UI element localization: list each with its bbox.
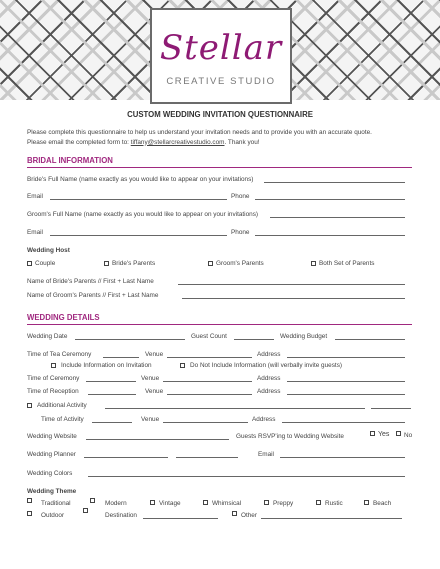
additional-activity-checkbox[interactable] (27, 403, 32, 408)
intro-line-1: Please complete this questionnaire to help us understand your invitation needs and to provide you with an accurate quote. (27, 129, 372, 136)
intro-line-2-post: . Thank you! (224, 138, 260, 146)
host-brides-parents-checkbox[interactable] (104, 261, 109, 266)
theme-rustic-checkbox[interactable] (316, 500, 321, 505)
tea-ceremony-time-label: Time of Tea Ceremony (27, 351, 92, 358)
theme-traditional-checkbox[interactable] (27, 498, 32, 503)
section-divider (27, 167, 412, 168)
theme-beach-label: Beach (373, 500, 392, 507)
section-wedding-details: WEDDING DETAILS (27, 313, 100, 322)
wedding-date-field[interactable] (75, 339, 185, 340)
brides-name-label: Bride's Full Name (name exactly as you would like to appear on your invitations) (27, 176, 254, 183)
ceremony-time-label: Time of Ceremony (27, 375, 80, 382)
planner-label: Wedding Planner (27, 451, 76, 458)
theme-outdoor-checkbox[interactable] (27, 511, 32, 516)
tea-venue-label: Venue (145, 351, 164, 358)
colors-label: Wedding Colors (27, 470, 73, 477)
host-couple-label: Couple (35, 260, 56, 267)
ceremony-address-field[interactable] (287, 381, 405, 382)
additional-activity-label: Additional Activity (37, 402, 87, 409)
theme-whimsical-label: Whimsical (212, 500, 242, 507)
host-both-parents-label: Both Set of Parents (319, 260, 375, 267)
groom-email-field[interactable] (50, 235, 227, 236)
page-title: CUSTOM WEDDING INVITATION QUESTIONNAIRE (127, 110, 313, 119)
destination-field[interactable] (143, 518, 218, 519)
rsvp-no-label: No (404, 432, 413, 439)
other-field[interactable] (261, 518, 402, 519)
theme-beach-checkbox[interactable] (364, 500, 369, 505)
theme-other-checkbox[interactable] (232, 511, 237, 516)
activity-address-field[interactable] (282, 422, 405, 423)
do-not-include-label: Do Not Include Information (will verbally invite guests) (190, 362, 343, 369)
intro-line-2 (27, 138, 422, 148)
theme-modern-label: Modern (105, 500, 127, 507)
host-grooms-parents-label: Groom's Parents (216, 260, 264, 267)
rsvp-label: Guests RSVP'ing to Wedding Website (236, 433, 344, 440)
theme-vintage-checkbox[interactable] (150, 500, 155, 505)
intro-text (27, 128, 422, 147)
wedding-theme-heading: Wedding Theme (27, 488, 77, 495)
wedding-host-heading: Wedding Host (27, 247, 70, 254)
planner-email-field[interactable] (280, 457, 405, 458)
theme-traditional-label: Traditional (41, 500, 71, 507)
ceremony-venue-field[interactable] (163, 381, 252, 382)
host-both-parents-checkbox[interactable] (311, 261, 316, 266)
brides-name-field[interactable] (264, 182, 405, 183)
planner-field[interactable] (84, 457, 168, 458)
tea-ceremony-time-field[interactable] (103, 357, 139, 358)
website-field[interactable] (86, 439, 229, 440)
grooms-parents-label: Name of Groom's Parents // First + Last Name (27, 292, 159, 299)
theme-modern-checkbox[interactable] (90, 498, 95, 503)
theme-other-label: Other (241, 512, 257, 519)
ceremony-venue-label: Venue (141, 375, 160, 382)
include-info-label: Include Information on Invitation (61, 362, 152, 369)
activity-venue-label: Venue (141, 416, 160, 423)
bride-email-label: Email (27, 193, 43, 200)
wedding-budget-label: Wedding Budget (280, 333, 328, 340)
brides-parents-label: Name of Bride's Parents // First + Last Name (27, 278, 154, 285)
reception-time-field[interactable] (88, 394, 136, 395)
include-info-checkbox[interactable] (51, 363, 56, 368)
additional-activity-extra-field[interactable] (371, 408, 411, 409)
grooms-parents-field[interactable] (182, 298, 405, 299)
guest-count-label: Guest Count (191, 333, 227, 340)
reception-venue-label: Venue (145, 388, 164, 395)
intro-line-2-pre: Please email the completed form to: (27, 138, 129, 146)
contact-email-link[interactable]: tiffany@stellarcreativestudio.com (130, 138, 225, 146)
reception-venue-field[interactable] (167, 394, 252, 395)
section-bridal-information: BRIDAL INFORMATION (27, 156, 113, 165)
activity-time-field[interactable] (92, 422, 132, 423)
ceremony-time-field[interactable] (86, 381, 136, 382)
theme-preppy-label: Preppy (273, 500, 294, 507)
website-label: Wedding Website (27, 433, 77, 440)
colors-field[interactable] (88, 476, 405, 477)
groom-phone-field[interactable] (255, 235, 405, 236)
activity-venue-field[interactable] (163, 422, 248, 423)
wedding-date-label: Wedding Date (27, 333, 68, 340)
logo-script: Stellar (159, 28, 283, 68)
activity-address-label: Address (252, 416, 276, 423)
brides-parents-field[interactable] (178, 284, 405, 285)
reception-address-label: Address (257, 388, 281, 395)
grooms-name-field[interactable] (270, 217, 405, 218)
grooms-name-label: Groom's Full Name (name exactly as you would like to appear on your invitations) (27, 211, 259, 218)
theme-vintage-label: Vintage (159, 500, 181, 507)
rsvp-yes-label: Yes (378, 431, 390, 438)
logo (150, 8, 292, 104)
tea-address-label: Address (257, 351, 281, 358)
theme-destination-checkbox[interactable] (83, 508, 88, 513)
tea-venue-field[interactable] (167, 357, 252, 358)
do-not-include-checkbox[interactable] (180, 363, 185, 368)
groom-email-label: Email (27, 229, 43, 236)
additional-activity-field[interactable] (105, 408, 365, 409)
reception-time-label: Time of Reception (27, 388, 79, 395)
tea-address-field[interactable] (287, 357, 405, 358)
section-divider (27, 324, 412, 325)
host-brides-parents-label: Bride's Parents (112, 260, 156, 267)
planner-extra-field[interactable] (176, 457, 238, 458)
theme-preppy-checkbox[interactable] (264, 500, 269, 505)
planner-email-label: Email (258, 451, 274, 458)
host-couple-checkbox[interactable] (27, 261, 32, 266)
wedding-budget-field[interactable] (335, 339, 405, 340)
rsvp-yes-checkbox[interactable] (370, 431, 375, 436)
reception-address-field[interactable] (287, 394, 405, 395)
groom-phone-label: Phone (231, 229, 250, 236)
bride-phone-label: Phone (231, 193, 250, 200)
bride-phone-field[interactable] (255, 199, 405, 200)
guest-count-field[interactable] (234, 339, 274, 340)
bride-email-field[interactable] (50, 199, 227, 200)
theme-rustic-label: Rustic (325, 500, 343, 507)
logo-subtitle: CREATIVE STUDIO (166, 76, 276, 87)
theme-whimsical-checkbox[interactable] (203, 500, 208, 505)
theme-outdoor-label: Outdoor (41, 512, 65, 519)
host-grooms-parents-checkbox[interactable] (208, 261, 213, 266)
theme-destination-label: Destination (105, 512, 137, 519)
ceremony-address-label: Address (257, 375, 281, 382)
rsvp-no-checkbox[interactable] (396, 431, 401, 436)
activity-time-label: Time of Activity (41, 416, 84, 423)
